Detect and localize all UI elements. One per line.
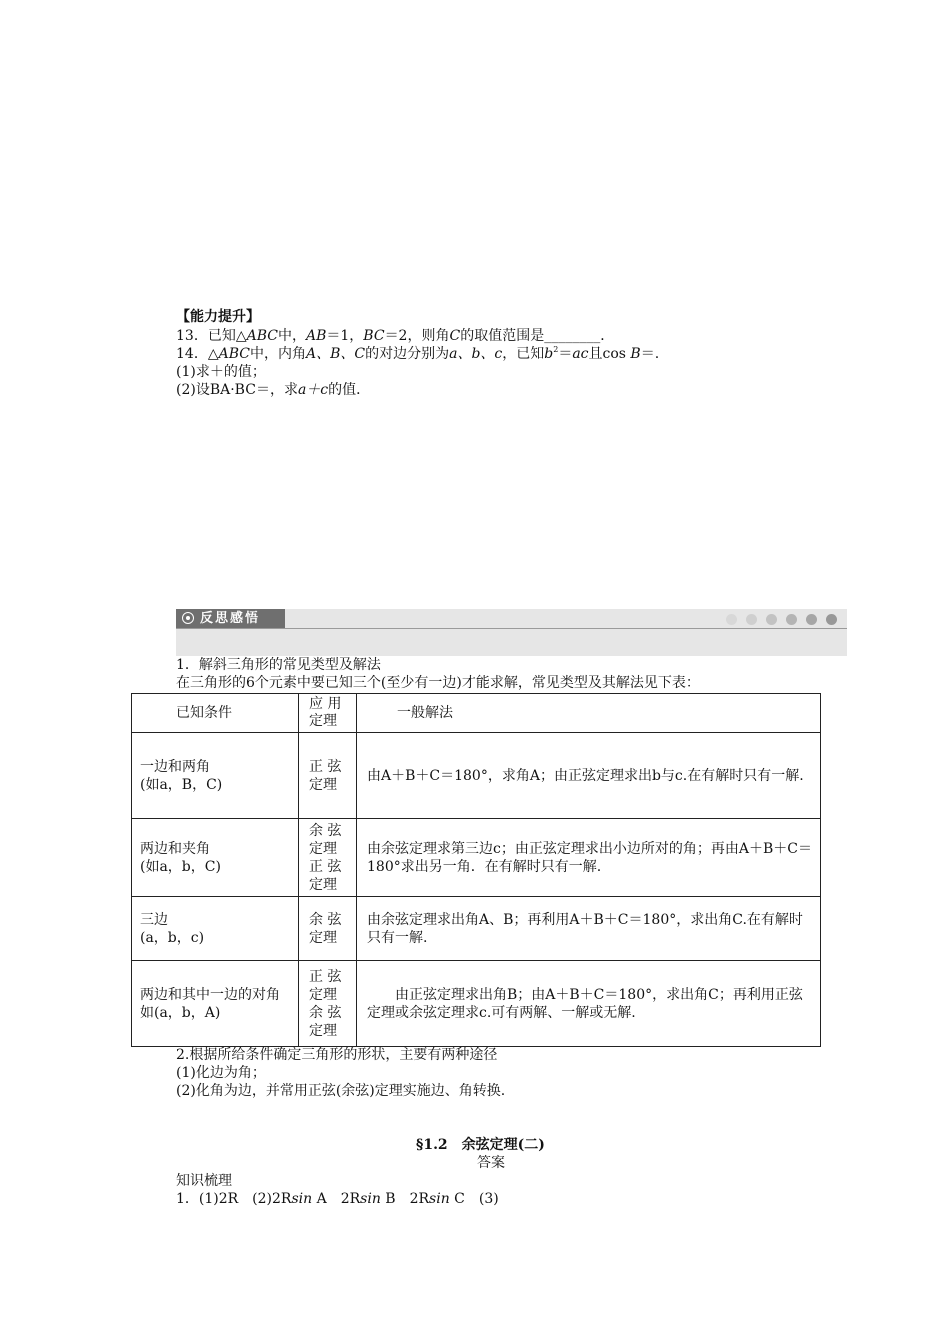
q13-bc: BC: [363, 328, 385, 344]
header-method: 一般解法: [357, 694, 821, 733]
banner-title: 反思感悟: [200, 611, 261, 626]
banner-tag: [176, 609, 285, 628]
row-theorem: 正 弦 定理 余 弦 定理: [299, 961, 357, 1047]
q14-angles: A、B、C: [305, 346, 366, 362]
q14-sides: a、b、c: [449, 346, 503, 362]
table-row: [132, 819, 821, 897]
row-method: 由余弦定理求出角A、B；再利用A＋B＋C＝180°，求出角C.在有解时只有一解.: [357, 897, 821, 961]
row-condition: 三边 (a，b，c): [132, 897, 299, 961]
reflection-point-2: 2.根据所给条件确定三角形的形状，主要有两种途径: [176, 1047, 498, 1063]
q14-sup: 2: [553, 345, 559, 354]
row-theorem: 余 弦 定理 正 弦 定理: [299, 819, 357, 897]
reflection-point-1: 1．解斜三角形的常见类型及解法: [176, 657, 381, 673]
methods-table: [131, 693, 821, 1047]
ans1-b: A 2R: [312, 1191, 361, 1207]
q14-ac: ac: [572, 346, 589, 362]
row-theorem: 正 弦 定理: [299, 733, 357, 819]
dot-icon: [806, 614, 817, 625]
q14-b: b: [544, 346, 554, 362]
reflection-intro: 在三角形的6个元素中要已知三个(至少有一边)才能求解，常见类型及其解法见下表：: [176, 675, 700, 691]
table-row: [132, 733, 821, 819]
q13-eq2: ＝2，则角: [384, 328, 450, 344]
q14-abc: ABC: [218, 346, 250, 362]
table-row: [132, 897, 821, 961]
row-method: 由正弦定理求出角B；由A＋B＋C＝180°，求出角C；再利用正弦定理或余弦定理求c.可有两解、一解或无解.: [357, 961, 821, 1047]
q14-2-prefix: (2)设BA·BC＝，求: [176, 382, 298, 398]
question-14-part1: (1)求＋的值；: [176, 364, 266, 380]
header-condition: 已知条件: [132, 694, 299, 733]
table-row: [132, 961, 821, 1047]
ans1-sin1: sin: [291, 1191, 313, 1207]
q14-text3: ，已知: [502, 346, 545, 362]
dot-icon: [726, 614, 737, 625]
reflection-banner: [176, 609, 847, 656]
q13-ab: AB: [305, 328, 327, 344]
q14-B: B: [630, 346, 641, 362]
dot-icon: [746, 614, 757, 625]
row-condition: 一边和两角 (如a，B，C): [132, 733, 299, 819]
section-title: §1.2 余弦定理(二): [416, 1137, 545, 1153]
q13-prefix: 13．已知△: [176, 328, 247, 344]
header-theorem: 应 用 定理: [299, 694, 357, 733]
q14-2-expr: a＋c: [297, 382, 329, 398]
ability-heading: 【能力提升】: [176, 309, 260, 325]
q14-text2: 的对边分别为: [365, 346, 450, 362]
row-theorem: 余 弦 定理: [299, 897, 357, 961]
knowledge-heading: 知识梳理: [176, 1173, 232, 1189]
q13-eq1: ＝1，: [326, 328, 364, 344]
question-14: [176, 346, 659, 363]
q14-tail: ＝.: [640, 346, 660, 362]
row-method: 由余弦定理求第三边c；由正弦定理求出小边所对的角；再由A＋B＋C＝180°求出另一角．在有解时只有一解.: [357, 819, 821, 897]
ans1-c: B 2R: [380, 1191, 430, 1207]
row-condition: 两边和夹角 (如a，b，C): [132, 819, 299, 897]
q14-2-tail: 的值．: [328, 382, 371, 398]
q14-text1: 中，内角: [249, 346, 306, 362]
ans1-d: C (3): [449, 1191, 499, 1207]
target-icon: [182, 612, 194, 624]
reflection-point-2-2: (2)化角为边，并常用正弦(余弦)定理实施边、角转换.: [176, 1083, 506, 1099]
banner-dots: [717, 613, 837, 625]
ans1-sin2: sin: [360, 1191, 381, 1207]
answer-line-1: [176, 1191, 499, 1208]
banner-rule: [176, 628, 847, 629]
row-condition: 两边和其中一边的对角如(a，b，A): [132, 961, 299, 1047]
reflection-point-2-1: (1)化边为角；: [176, 1065, 266, 1081]
q13-abc: ABC: [246, 328, 278, 344]
dot-icon: [786, 614, 797, 625]
dot-icon: [766, 614, 777, 625]
answers-subtitle: 答案: [477, 1155, 505, 1171]
row-method: 由A＋B＋C＝180°，求角A；由正弦定理求出b与c.在有解时只有一解.: [357, 733, 821, 819]
q14-eq: ＝: [558, 346, 573, 362]
question-14-part2: [176, 382, 370, 399]
ans1-sin3: sin: [429, 1191, 450, 1207]
q13-tail: 的取值范围是________．: [460, 328, 615, 344]
q13-c: C: [449, 328, 461, 344]
q14-text4: 且cos: [588, 346, 631, 362]
q14-prefix: 14．△: [176, 346, 219, 362]
table-header-row: [132, 694, 821, 733]
ans1-a: 1．(1)2R (2)2R: [176, 1191, 292, 1207]
q13-mid1: 中，: [277, 328, 306, 344]
dot-icon: [826, 614, 837, 625]
question-13: [176, 328, 614, 345]
